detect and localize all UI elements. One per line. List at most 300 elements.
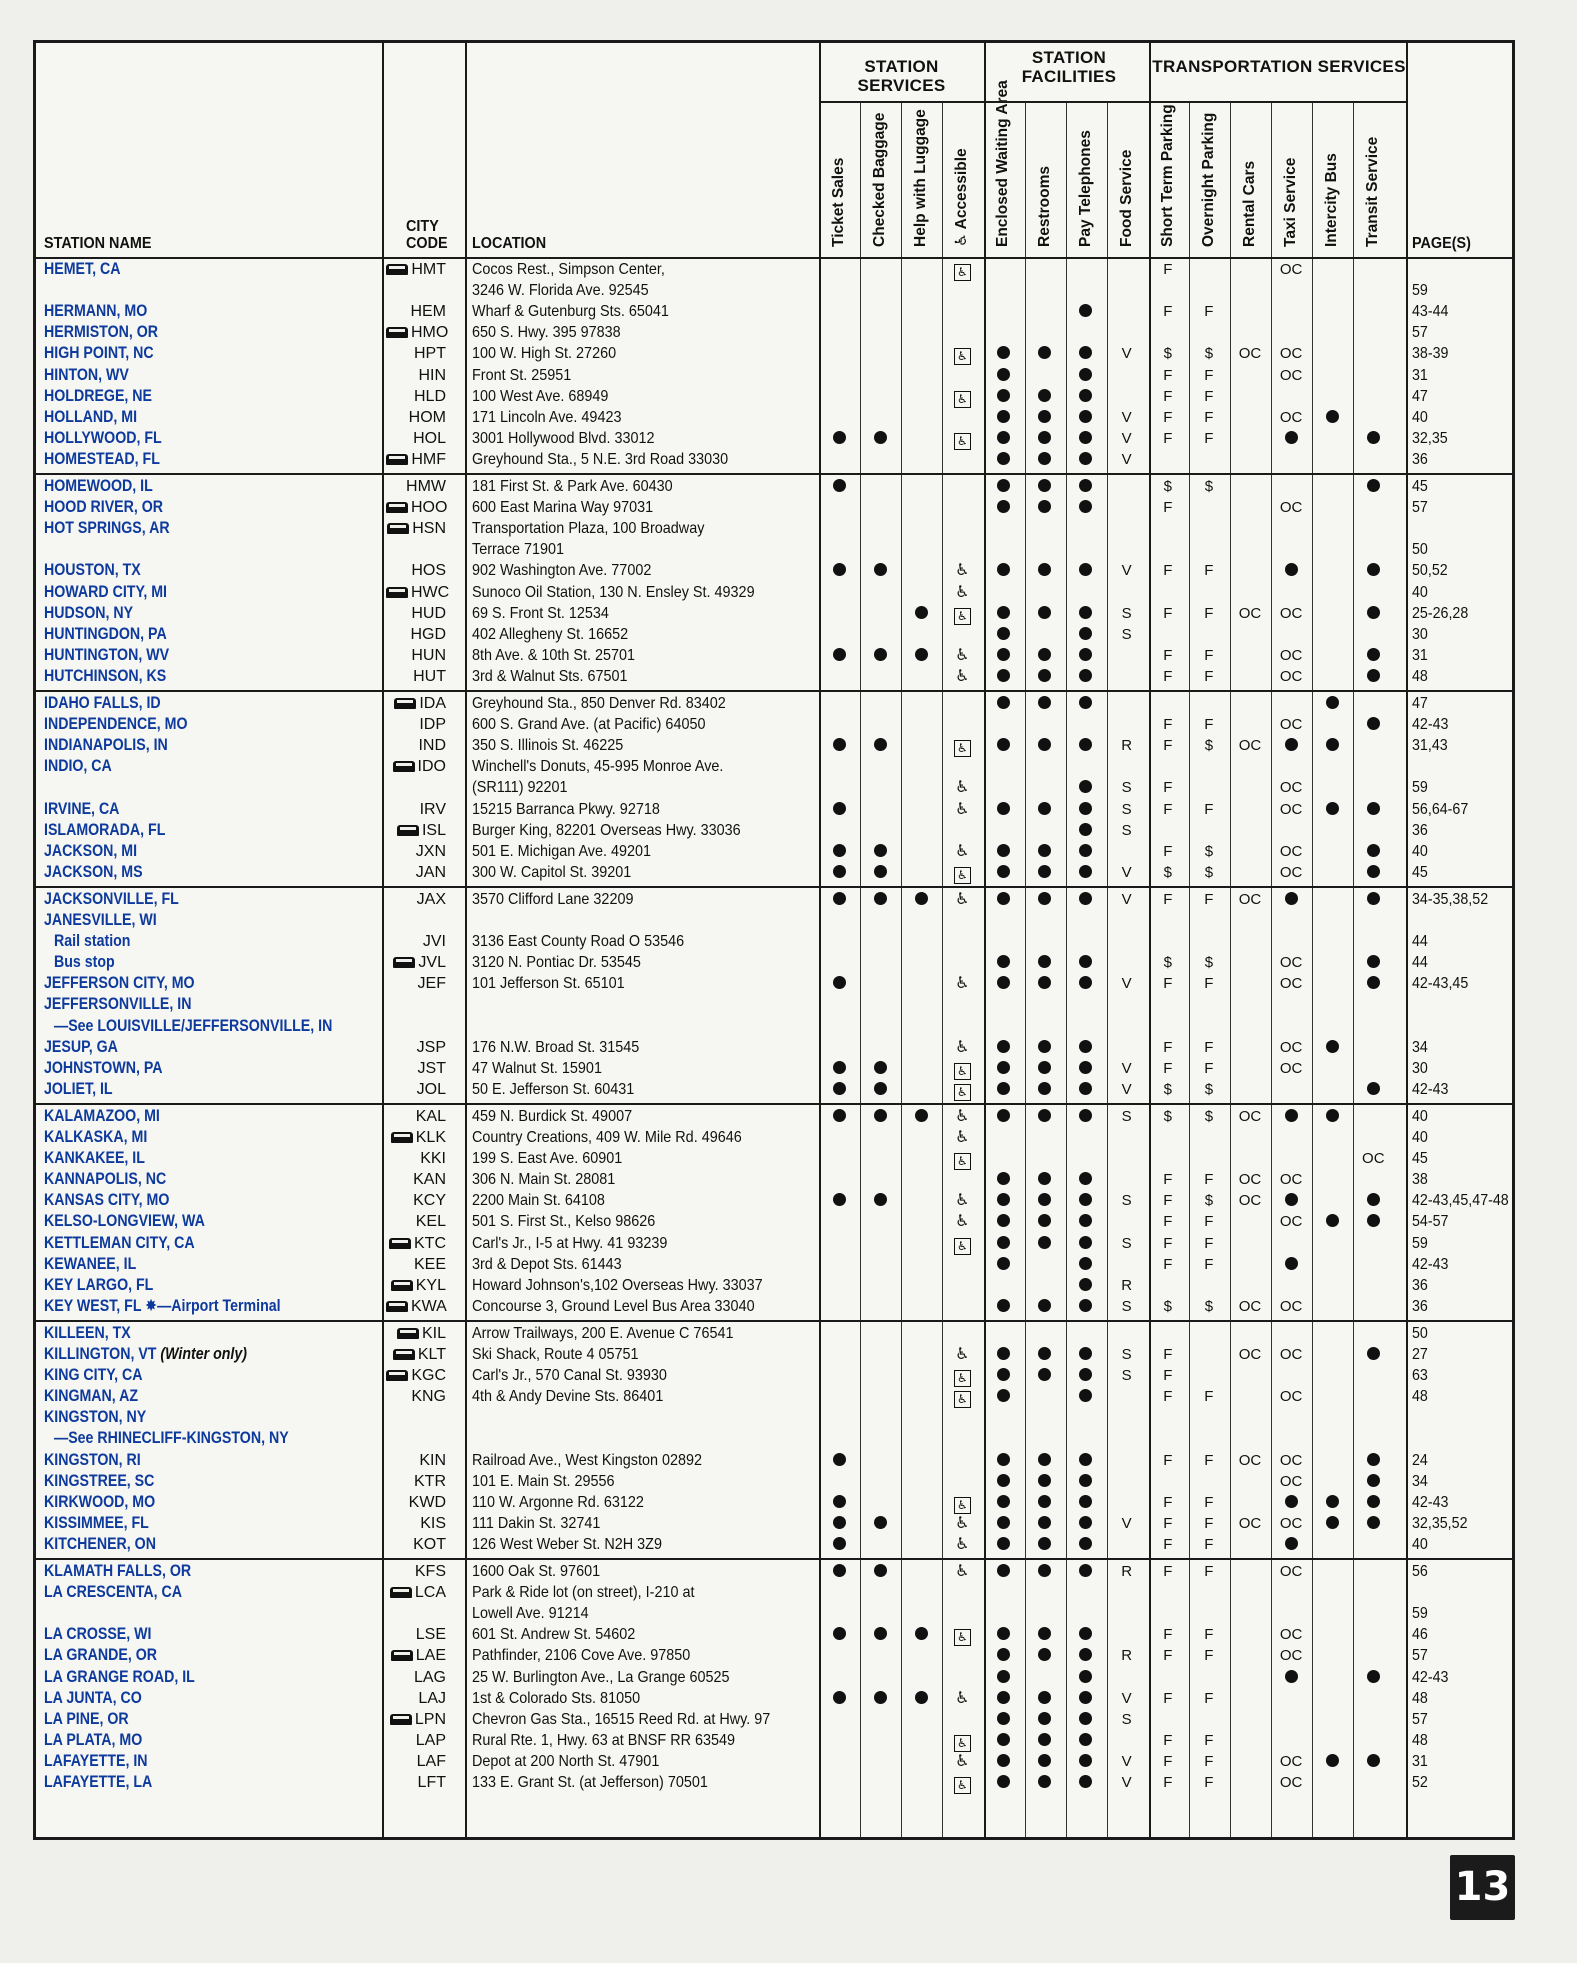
service-dot xyxy=(983,1106,1023,1127)
city-code: JVL xyxy=(386,952,446,973)
station-name: INDEPENDENCE, MO xyxy=(44,715,188,734)
filled-dot-icon xyxy=(1285,563,1298,576)
accessible-boxed-icon: ♿ xyxy=(942,1148,982,1170)
service-dot xyxy=(983,973,1023,994)
accessible-icon: ♿ xyxy=(955,890,970,908)
service-value: F xyxy=(1163,890,1173,908)
service-dot xyxy=(1025,645,1065,666)
service-dot xyxy=(1066,645,1106,666)
filled-dot-icon xyxy=(1367,1347,1380,1360)
filled-dot-icon xyxy=(997,1648,1010,1661)
table-row xyxy=(36,799,1512,821)
pages: 24 xyxy=(1412,1451,1428,1469)
service-dot xyxy=(1066,973,1106,994)
filled-dot-icon xyxy=(1285,1537,1298,1550)
service-dot xyxy=(983,1667,1023,1688)
location: Depot at 200 North St. 47901 xyxy=(472,1752,660,1770)
filled-dot-icon xyxy=(1326,696,1339,709)
city-code: HIN xyxy=(418,366,446,384)
service-value: OC xyxy=(1279,1647,1303,1665)
pages: 46 xyxy=(1412,1626,1428,1644)
pages: 48 xyxy=(1412,1731,1428,1749)
filled-dot-icon xyxy=(997,1775,1010,1788)
service-dot xyxy=(1271,1190,1311,1211)
table-row xyxy=(36,449,1512,471)
service-value: F xyxy=(1163,842,1173,860)
service-value: F xyxy=(1163,1367,1173,1385)
service-dot xyxy=(983,1190,1023,1211)
city-code: KYL xyxy=(386,1275,446,1296)
filled-dot-icon xyxy=(833,892,846,905)
city-code: KKI xyxy=(420,1150,446,1168)
service-value: F xyxy=(1163,408,1173,426)
service-value: S xyxy=(1121,1367,1132,1385)
station-name: KALAMAZOO, MI xyxy=(44,1106,160,1125)
accessible-icon: ♿ xyxy=(955,800,970,818)
filled-dot-icon xyxy=(997,1236,1010,1249)
filled-dot-icon xyxy=(1038,844,1051,857)
service-dot xyxy=(1066,735,1106,756)
service-dot xyxy=(983,693,1023,714)
service-value: OC xyxy=(1238,890,1262,908)
service-dot xyxy=(1066,952,1106,973)
table-row xyxy=(36,1037,1512,1059)
location: 3rd & Depot Sts. 61443 xyxy=(472,1255,622,1273)
pages: 40 xyxy=(1412,1535,1428,1553)
table-row xyxy=(36,973,1512,995)
service-value: V xyxy=(1121,562,1132,580)
service-dot xyxy=(860,889,900,910)
station-name: HOMEWOOD, IL xyxy=(44,477,153,495)
service-value: OC xyxy=(1279,1297,1303,1315)
service-dot xyxy=(1353,1211,1393,1232)
service-value: V xyxy=(1121,1514,1132,1532)
service-dot xyxy=(983,449,1023,470)
location: 50 E. Jefferson St. 60431 xyxy=(472,1080,635,1098)
service-value: F xyxy=(1163,499,1173,517)
filled-dot-icon xyxy=(1038,1453,1051,1466)
service-dot xyxy=(1353,952,1393,973)
station-name: JACKSONVILLE, FL xyxy=(44,889,179,908)
column-header-4: Enclosed Waiting Area xyxy=(994,80,1012,247)
service-dot xyxy=(983,1730,1023,1751)
service-dot xyxy=(1025,1513,1065,1534)
filled-dot-icon xyxy=(1038,389,1051,402)
service-dot xyxy=(1353,666,1393,687)
location: Terrace 71901 xyxy=(472,541,565,559)
filled-dot-icon xyxy=(1079,304,1092,317)
filled-dot-icon xyxy=(1079,431,1092,444)
filled-dot-icon xyxy=(997,410,1010,423)
location: 459 N. Burdick St. 49007 xyxy=(472,1107,633,1125)
filled-dot-icon xyxy=(1079,410,1092,423)
service-value: OC xyxy=(1362,1150,1385,1168)
city-code: KEL xyxy=(415,1213,446,1231)
filled-dot-icon xyxy=(997,1082,1010,1095)
service-dot xyxy=(1312,1211,1352,1232)
filled-dot-icon xyxy=(1038,1564,1051,1577)
station-name: LA PINE, OR xyxy=(44,1709,129,1728)
filled-dot-icon xyxy=(1038,500,1051,513)
service-dot xyxy=(1025,1534,1065,1555)
service-value: $ xyxy=(1204,345,1214,363)
service-value: F xyxy=(1163,1059,1173,1077)
table-row xyxy=(36,777,1512,799)
pages: 31 xyxy=(1412,1752,1428,1770)
service-dot xyxy=(1066,862,1106,883)
pages: 44 xyxy=(1412,954,1428,972)
location: 15215 Barranca Pkwy. 92718 xyxy=(472,800,660,818)
filled-dot-icon xyxy=(874,563,887,576)
filled-dot-icon xyxy=(997,1368,1010,1381)
table-row xyxy=(36,1365,1512,1387)
city-code: HPT xyxy=(414,345,446,363)
filled-dot-icon xyxy=(1079,1495,1092,1508)
location: 1600 Oak St. 97601 xyxy=(472,1563,601,1580)
service-dot xyxy=(1066,428,1106,449)
accessible-icon: ♿ xyxy=(955,1563,970,1580)
service-dot xyxy=(1066,1037,1106,1058)
city-code: JAX xyxy=(416,890,446,908)
service-value: V xyxy=(1121,1689,1132,1707)
service-value: F xyxy=(1163,1038,1173,1056)
filled-dot-icon xyxy=(915,648,928,661)
location: 110 W. Argonne Rd. 63122 xyxy=(472,1493,644,1511)
filled-dot-icon xyxy=(833,1691,846,1704)
service-value: F xyxy=(1204,387,1214,405)
service-value: $ xyxy=(1163,863,1172,881)
filled-dot-icon xyxy=(1079,1775,1092,1788)
filled-dot-icon xyxy=(874,648,887,661)
service-value: F xyxy=(1204,1689,1214,1707)
table-row xyxy=(36,1190,1512,1212)
filled-dot-icon xyxy=(874,844,887,857)
table-row xyxy=(36,1561,1512,1583)
service-dot xyxy=(1353,841,1393,862)
location: Park & Ride lot (on street), I-210 at xyxy=(472,1584,695,1602)
service-value: R xyxy=(1121,1563,1133,1580)
service-dot xyxy=(1353,603,1393,624)
filled-dot-icon xyxy=(1326,1754,1339,1767)
pages: 34-35,38,52 xyxy=(1412,890,1489,908)
service-dot xyxy=(860,1688,900,1709)
service-value: S xyxy=(1121,1346,1132,1363)
service-dot xyxy=(1312,1106,1352,1127)
accessible-boxed-icon: ♿ xyxy=(942,1079,982,1101)
filled-dot-icon xyxy=(1038,346,1051,359)
service-dot xyxy=(1066,1534,1106,1555)
service-dot xyxy=(860,1058,900,1079)
bus-icon xyxy=(386,454,408,465)
service-value: OC xyxy=(1279,800,1303,818)
service-value: OC xyxy=(1238,1107,1262,1125)
column-header-7: Food Service xyxy=(1117,149,1135,247)
service-value: V xyxy=(1121,408,1132,426)
filled-dot-icon xyxy=(1038,976,1051,989)
pages: 36 xyxy=(1412,1276,1428,1294)
service-dot xyxy=(901,1624,941,1645)
bus-icon xyxy=(390,1587,412,1598)
city-code: JXN xyxy=(415,842,446,860)
service-value: F xyxy=(1204,1731,1214,1749)
service-dot xyxy=(983,1513,1023,1534)
accessible-boxed-icon: ♿ xyxy=(942,386,982,408)
service-dot xyxy=(1271,735,1311,756)
filled-dot-icon xyxy=(874,1516,887,1529)
service-dot xyxy=(983,365,1023,386)
filled-dot-icon xyxy=(1038,1214,1051,1227)
filled-dot-icon xyxy=(1367,802,1380,815)
filled-dot-icon xyxy=(997,479,1010,492)
station-name: KINGSTON, NY xyxy=(44,1408,147,1427)
pages: 42-43 xyxy=(1412,716,1449,734)
city-code: LSE xyxy=(415,1626,446,1644)
bus-icon xyxy=(390,1714,412,1725)
service-dot xyxy=(1312,407,1352,428)
city-code: JVI xyxy=(422,933,446,951)
service-value: F xyxy=(1204,890,1214,908)
column-header-1: Checked Baggage xyxy=(871,112,889,247)
service-value: F xyxy=(1204,800,1214,818)
pages: 59 xyxy=(1412,1234,1428,1252)
table-row xyxy=(36,862,1512,884)
pages: 45 xyxy=(1412,478,1428,495)
service-value: F xyxy=(1204,408,1214,426)
filled-dot-icon xyxy=(997,606,1010,619)
table-row xyxy=(36,1772,1512,1794)
filled-dot-icon xyxy=(915,606,928,619)
filled-dot-icon xyxy=(1038,1691,1051,1704)
service-dot xyxy=(1312,1492,1352,1513)
filled-dot-icon xyxy=(1038,1648,1051,1661)
filled-dot-icon xyxy=(1079,1670,1092,1683)
service-value: F xyxy=(1163,1171,1173,1189)
location: Sunoco Oil Station, 130 N. Ensley St. 49329 xyxy=(472,583,755,601)
service-dot xyxy=(1066,1561,1106,1582)
filled-dot-icon xyxy=(997,1712,1010,1725)
service-dot xyxy=(983,889,1023,910)
accessible-icon: ♿ xyxy=(955,1213,970,1231)
filled-dot-icon xyxy=(1038,431,1051,444)
service-dot xyxy=(1066,301,1106,322)
service-dot xyxy=(819,560,859,581)
filled-dot-icon xyxy=(833,1627,846,1640)
filled-dot-icon xyxy=(997,1495,1010,1508)
city-code: IDO xyxy=(386,756,446,777)
service-value: OC xyxy=(1279,1451,1303,1469)
accessible-boxed-icon: ♿ xyxy=(942,1772,982,1794)
service-value: F xyxy=(1163,1563,1173,1580)
service-value: F xyxy=(1163,737,1173,755)
filled-dot-icon xyxy=(874,738,887,751)
city-code: HOO xyxy=(386,497,446,518)
table-row xyxy=(36,693,1512,715)
table-row xyxy=(36,889,1512,911)
city-code: LPN xyxy=(386,1709,446,1730)
location: Concourse 3, Ground Level Bus Area 33040 xyxy=(472,1297,755,1315)
filled-dot-icon xyxy=(1079,1236,1092,1249)
filled-dot-icon xyxy=(833,865,846,878)
service-dot xyxy=(1066,889,1106,910)
pages: 48 xyxy=(1412,1388,1428,1406)
location: (SR111) 92201 xyxy=(472,779,568,797)
pages: 31,43 xyxy=(1412,737,1448,755)
service-dot xyxy=(1025,560,1065,581)
service-dot xyxy=(1353,889,1393,910)
column-header-11: Taxi Service xyxy=(1282,157,1300,247)
city-code: LAP xyxy=(415,1731,446,1749)
filled-dot-icon xyxy=(1367,669,1380,682)
table-row xyxy=(36,322,1512,344)
station-name: KING CITY, CA xyxy=(44,1366,143,1385)
service-dot xyxy=(1025,1344,1065,1365)
location: 3120 N. Pontiac Dr. 53545 xyxy=(472,954,641,972)
filled-dot-icon xyxy=(1079,1278,1092,1291)
table-row xyxy=(36,666,1512,688)
service-dot xyxy=(819,889,859,910)
bus-icon xyxy=(386,327,408,338)
service-dot xyxy=(819,1190,859,1211)
filled-dot-icon xyxy=(874,1061,887,1074)
service-dot xyxy=(1066,1667,1106,1688)
column-header-10: Rental Cars xyxy=(1241,160,1258,247)
pages: 57 xyxy=(1412,499,1428,517)
station-name: HOUSTON, TX xyxy=(44,561,141,580)
service-value: S xyxy=(1121,1710,1132,1728)
filled-dot-icon xyxy=(1367,1670,1380,1683)
service-dot xyxy=(1066,1254,1106,1275)
station-name: LA GRANGE ROAD, IL xyxy=(44,1667,195,1686)
location: 350 S. Illinois St. 46225 xyxy=(472,737,624,755)
service-value: OC xyxy=(1279,1171,1303,1189)
pages: 48 xyxy=(1412,1689,1428,1707)
filled-dot-icon xyxy=(1367,717,1380,730)
filled-dot-icon xyxy=(1326,1516,1339,1529)
filled-dot-icon xyxy=(1367,865,1380,878)
service-dot xyxy=(983,497,1023,518)
pages: 30 xyxy=(1412,625,1428,643)
station-name: JESUP, GA xyxy=(44,1037,118,1056)
filled-dot-icon xyxy=(1038,1040,1051,1053)
pages: 43-44 xyxy=(1412,303,1449,321)
filled-dot-icon xyxy=(997,648,1010,661)
service-dot xyxy=(1066,1772,1106,1793)
table-row xyxy=(36,1296,1512,1318)
pages: 56 xyxy=(1412,1563,1428,1580)
service-dot xyxy=(983,1386,1023,1407)
table-row xyxy=(36,1233,1512,1255)
service-dot xyxy=(860,1513,900,1534)
station-name: Rail station xyxy=(54,932,131,951)
location: 601 St. Andrew St. 54602 xyxy=(472,1626,636,1644)
location: 4th & Andy Devine Sts. 86401 xyxy=(472,1388,664,1406)
pages: 59 xyxy=(1412,282,1428,300)
service-value: V xyxy=(1121,1080,1132,1098)
service-dot xyxy=(1066,1365,1106,1386)
header-location: LOCATION xyxy=(472,235,547,252)
service-dot xyxy=(1271,1667,1311,1688)
service-dot xyxy=(1025,1730,1065,1751)
service-value: F xyxy=(1204,1059,1214,1077)
service-dot xyxy=(1025,428,1065,449)
service-dot xyxy=(983,603,1023,624)
filled-dot-icon xyxy=(1079,1754,1092,1767)
filled-dot-icon xyxy=(1079,892,1092,905)
service-dot xyxy=(1025,1037,1065,1058)
location: 600 East Marina Way 97031 xyxy=(472,499,654,517)
service-value: OC xyxy=(1279,366,1303,384)
filled-dot-icon xyxy=(1285,1257,1298,1270)
service-value: $ xyxy=(1163,1080,1172,1098)
filled-dot-icon xyxy=(1079,1648,1092,1661)
filled-dot-icon xyxy=(1038,955,1051,968)
accessible-boxed-icon: ♿ xyxy=(942,603,982,625)
accessible-icon: ♿ xyxy=(955,1129,970,1146)
location: 501 S. First St., Kelso 98626 xyxy=(472,1213,656,1231)
filled-dot-icon xyxy=(915,1109,928,1122)
service-value: F xyxy=(1204,1563,1214,1580)
city-code: KIS xyxy=(420,1514,446,1532)
filled-dot-icon xyxy=(1038,1754,1051,1767)
filled-dot-icon xyxy=(1038,1109,1051,1122)
filled-dot-icon xyxy=(1079,368,1092,381)
divider xyxy=(1271,103,1272,1837)
pages: 31 xyxy=(1412,366,1428,384)
service-value: R xyxy=(1121,1647,1133,1665)
service-dot xyxy=(1353,428,1393,449)
station-services-table xyxy=(33,40,1515,1840)
service-value: OC xyxy=(1279,1774,1303,1791)
service-dot xyxy=(1066,1471,1106,1492)
bus-icon xyxy=(387,523,409,534)
service-dot xyxy=(1066,603,1106,624)
service-value: F xyxy=(1163,1535,1173,1553)
filled-dot-icon xyxy=(997,976,1010,989)
service-value: OC xyxy=(1238,737,1262,755)
station-name: KETTLEMAN CITY, CA xyxy=(44,1233,195,1252)
station-name: JOLIET, IL xyxy=(44,1079,113,1098)
pages: 45 xyxy=(1412,1150,1428,1168)
filled-dot-icon xyxy=(1079,452,1092,465)
filled-dot-icon xyxy=(833,563,846,576)
pages: 42-43 xyxy=(1412,1080,1449,1098)
service-value: OC xyxy=(1238,1192,1262,1210)
filled-dot-icon xyxy=(997,346,1010,359)
station-name: INDIANAPOLIS, IN xyxy=(44,736,168,755)
location: 25 W. Burlington Ave., La Grange 60525 xyxy=(472,1668,730,1686)
filled-dot-icon xyxy=(1367,1495,1380,1508)
service-dot xyxy=(983,1772,1023,1793)
service-dot xyxy=(1066,1275,1106,1296)
service-value: F xyxy=(1204,366,1214,384)
service-dot xyxy=(983,1058,1023,1079)
service-value: OC xyxy=(1279,954,1303,972)
service-dot xyxy=(1066,799,1106,820)
service-value: F xyxy=(1204,1774,1214,1791)
table-row xyxy=(36,497,1512,519)
city-code: HMW xyxy=(406,478,446,495)
service-dot xyxy=(1066,407,1106,428)
table-row xyxy=(36,931,1512,953)
service-dot xyxy=(1271,560,1311,581)
bus-icon xyxy=(391,1650,413,1661)
service-value: OC xyxy=(1279,646,1303,664)
service-dot xyxy=(1271,1254,1311,1275)
filled-dot-icon xyxy=(833,976,846,989)
pages: 36 xyxy=(1412,450,1428,468)
divider xyxy=(36,473,1512,475)
station-name: KINGSTREE, SC xyxy=(44,1471,155,1490)
